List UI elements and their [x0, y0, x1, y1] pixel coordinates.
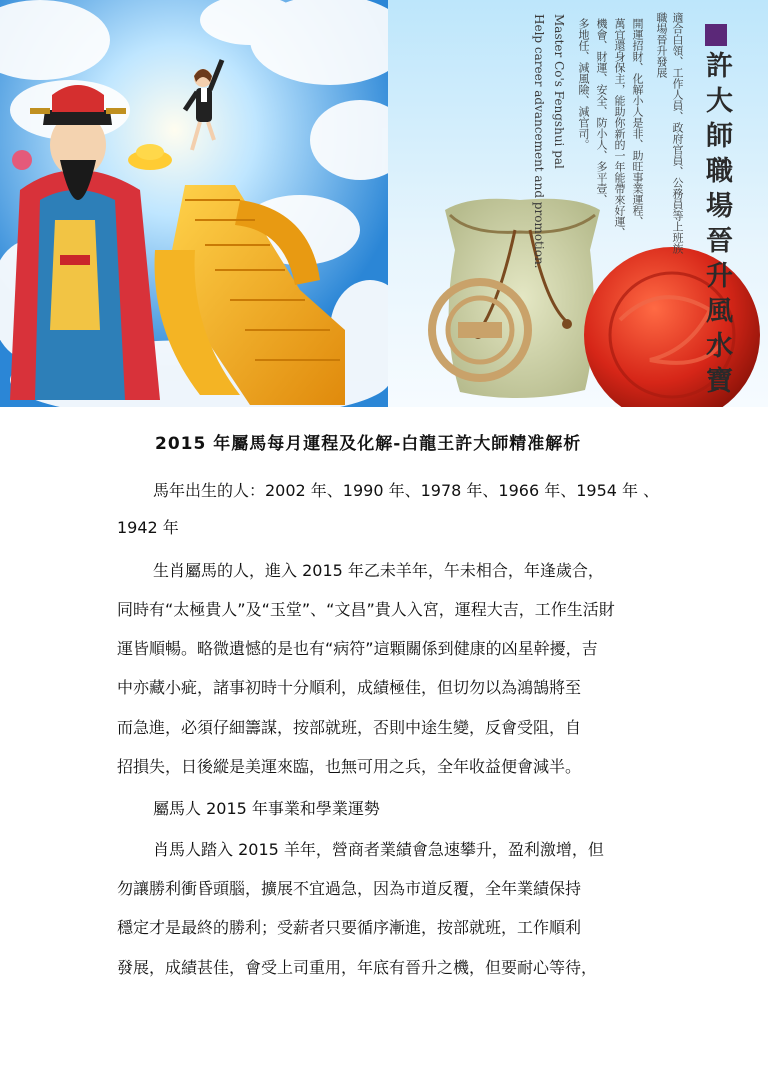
- title-marker-square: [705, 24, 727, 46]
- paragraph-line: 馬年出生的人：2002 年、1990 年、1978 年、1966 年、1954 年 、: [153, 481, 660, 500]
- article-heading: 2015 年屬馬每月運程及化解-白龍王許大師精准解析: [155, 434, 582, 454]
- side-title: 許大師職場晉升風水寶: [701, 51, 732, 401]
- section-subheading: 屬馬人 2015 年事業和學業運勢: [153, 799, 380, 818]
- paragraph-line: 肖馬人踏入 2015 羊年，營商者業績會急速攀升，盈利激增，但: [153, 840, 604, 859]
- paragraph-line: 運皆順暢。略微遺憾的是也有“病符”這顆關係到健康的凶星幹擾，吉: [117, 639, 598, 658]
- paragraph-line: 穩定才是最終的勝利；受薪者只要循序漸進，按部就班，工作順利: [117, 918, 582, 937]
- paragraph-line: 同時有“太極貴人”及“玉堂”、“文昌”貴人入宮，運程大吉，工作生活財: [117, 600, 615, 619]
- paragraph-line: 而急進，必須仔細籌謀，按部就班，否則中途生變，反會受阻，自: [117, 718, 582, 737]
- paragraph-line: 中亦藏小疵，諸事初時十分順利，成績極佳，但切勿以為鴻鵠將至: [117, 678, 582, 697]
- desc-line-1: 適合白領、工作人員、政府官員、公務員等上班族: [671, 12, 684, 254]
- desc-line-4: 萬宜還身保主，能助你新的一年能帶來好運、: [613, 18, 626, 238]
- desc-line-5: 機會、財運、安全、防小人、多平壹、: [595, 18, 608, 205]
- paragraph-line: 勿讓勝利衝昏頭腦，擴展不宜過急，因為市道反覆，全年業績保持: [117, 879, 582, 898]
- paragraph-line: 招損失，日後縱是美運來臨，也無可用之兵，全年收益便會減半。: [117, 757, 582, 776]
- desc-line-3: 開運招財、化解小人是非、助旺事業運程、: [631, 18, 644, 227]
- header-banner: [0, 0, 768, 407]
- banner-artwork: [0, 0, 768, 407]
- english-caption-2: Help career advancement and promotion.: [532, 14, 546, 269]
- paragraph-line: 生肖屬馬的人，進入 2015 年乙未羊年，午未相合，年逢歲合，: [153, 561, 604, 580]
- feng-shui-pouch: [432, 199, 600, 398]
- desc-line-6: 多地任、減風險、減官司。: [577, 18, 590, 150]
- desc-line-2: 職場晉升發展: [655, 12, 668, 78]
- english-caption-1: Master Co's Fengshui pal: [552, 14, 566, 169]
- paragraph-line: 發展，成績甚佳，會受上司重用，年底有晉升之機，但要耐心等待，: [117, 958, 598, 977]
- sky-scene: [0, 0, 410, 407]
- paragraph-line: 1942 年: [117, 518, 179, 537]
